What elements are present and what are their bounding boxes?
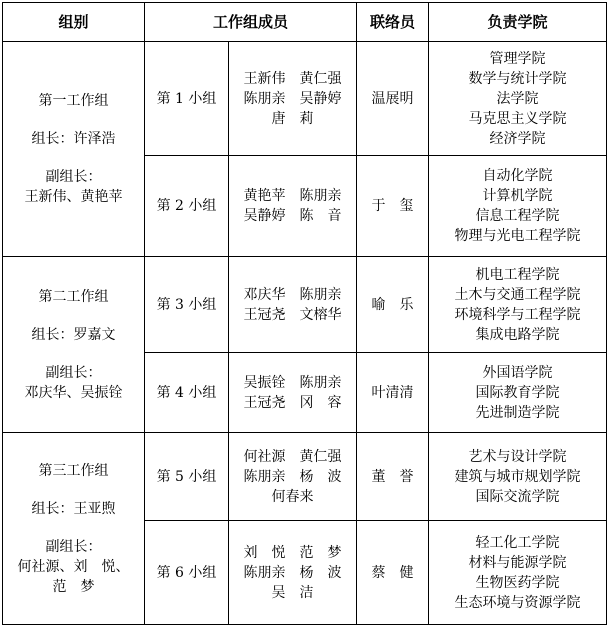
- member-line: 陈朋亲 杨 波: [243, 564, 342, 581]
- group-deputy-names: 邓庆华、吴振铨: [24, 384, 123, 401]
- group-deputy-label: 副组长：: [45, 364, 102, 381]
- college-item: 经济学院: [489, 130, 546, 147]
- team-contact: 蔡 健: [357, 521, 429, 625]
- college-item: 环境科学与工程学院: [454, 306, 581, 323]
- header-contact: 联络员: [357, 3, 429, 42]
- college-item: 机电工程学院: [475, 266, 560, 283]
- team-members: [229, 156, 357, 257]
- team-members: [229, 433, 357, 521]
- college-item: 材料与能源学院: [468, 554, 567, 571]
- group-cell: [3, 433, 145, 625]
- member-line: 黄艳苹 陈朋亲: [243, 188, 342, 204]
- member-line: 吴振铨 陈朋亲: [243, 374, 342, 391]
- team-contact: 喻 乐: [357, 257, 429, 353]
- group-name: 第二工作组: [38, 288, 109, 305]
- college-item: 集成电路学院: [475, 326, 560, 343]
- group-deputy-label: 副组长：: [45, 538, 102, 555]
- member-line: 何春来: [271, 488, 314, 505]
- college-item: 管理学院: [489, 50, 546, 67]
- table-row: [3, 42, 607, 156]
- member-line: 王冠尧 冈 容: [243, 394, 342, 411]
- college-item: 信息工程学院: [475, 208, 560, 224]
- group-deputy-names: 何社源、刘 悦、: [17, 558, 130, 575]
- team-contact: 董 誉: [357, 433, 429, 521]
- team-members: [229, 42, 357, 156]
- header-row: [3, 3, 607, 42]
- member-line: 吴 洁: [271, 584, 314, 601]
- header-group: 组别: [3, 3, 145, 42]
- team-members: [229, 257, 357, 353]
- member-line: 陈朋亲 杨 波: [243, 468, 342, 485]
- table-row: [3, 433, 607, 521]
- group-cell: [3, 257, 145, 433]
- college-item: 先进制造学院: [475, 404, 560, 421]
- header-colleges: 负责学院: [429, 3, 607, 42]
- member-line: 王新伟 黄仁强: [243, 70, 342, 87]
- team-colleges: [429, 521, 607, 625]
- college-item: 物理与光电工程学院: [454, 228, 581, 244]
- team-contact: 于 玺: [357, 156, 429, 257]
- team-name: 第 2 小组: [145, 156, 229, 257]
- member-line: 唐 莉: [271, 110, 314, 127]
- group-deputy-names: 范 梦: [52, 578, 95, 595]
- college-item: 轻工化工学院: [475, 534, 560, 551]
- team-name: 第 4 小组: [145, 353, 229, 433]
- group-name: 第一工作组: [38, 93, 109, 109]
- group-deputy-names: 王新伟、黄艳苹: [24, 189, 123, 205]
- table-row: [3, 257, 607, 353]
- team-contact: 叶清清: [357, 353, 429, 433]
- college-item: 马克思主义学院: [468, 110, 567, 127]
- team-contact: 温展明: [357, 42, 429, 156]
- team-members: [229, 353, 357, 433]
- team-name: 第 1 小组: [145, 42, 229, 156]
- college-item: 艺术与设计学院: [468, 448, 567, 465]
- group-leader: 组长：王亚煦: [31, 500, 116, 517]
- college-item: 法学院: [496, 90, 539, 107]
- group-leader: 组长：罗嘉文: [31, 326, 116, 343]
- team-colleges: [429, 433, 607, 521]
- member-line: 邓庆华 陈朋亲: [243, 286, 342, 303]
- college-item: 建筑与城市规划学院: [454, 468, 581, 485]
- college-item: 国际教育学院: [475, 384, 560, 401]
- team-colleges: [429, 257, 607, 353]
- team-colleges: [429, 353, 607, 433]
- group-leader: 组长：许泽浩: [31, 131, 116, 147]
- team-colleges: [429, 42, 607, 156]
- college-item: 国际交流学院: [475, 488, 560, 505]
- college-item: 生物医药学院: [475, 574, 560, 591]
- group-deputy-label: 副组长：: [45, 169, 102, 185]
- college-item: 计算机学院: [482, 188, 553, 204]
- member-line: 刘 悦 范 梦: [243, 544, 342, 561]
- member-line: 吴静婷 陈 音: [243, 208, 342, 224]
- college-item: 土木与交通工程学院: [454, 286, 581, 303]
- work-group-table: [2, 2, 607, 625]
- college-item: 数学与统计学院: [468, 70, 567, 87]
- group-cell: [3, 42, 145, 257]
- member-line: 王冠尧 文榕华: [243, 306, 342, 323]
- team-name: 第 3 小组: [145, 257, 229, 353]
- group-name: 第三工作组: [38, 462, 109, 479]
- header-members: 工作组成员: [145, 3, 357, 42]
- member-line: 何社源 黄仁强: [243, 448, 342, 465]
- team-name: 第 5 小组: [145, 433, 229, 521]
- team-name: 第 6 小组: [145, 521, 229, 625]
- member-line: 陈朋亲 吴静婷: [243, 90, 342, 107]
- college-item: 外国语学院: [482, 364, 553, 381]
- team-colleges: [429, 156, 607, 257]
- team-members: [229, 521, 357, 625]
- college-item: 自动化学院: [482, 168, 553, 184]
- college-item: 生态环境与资源学院: [454, 594, 581, 611]
